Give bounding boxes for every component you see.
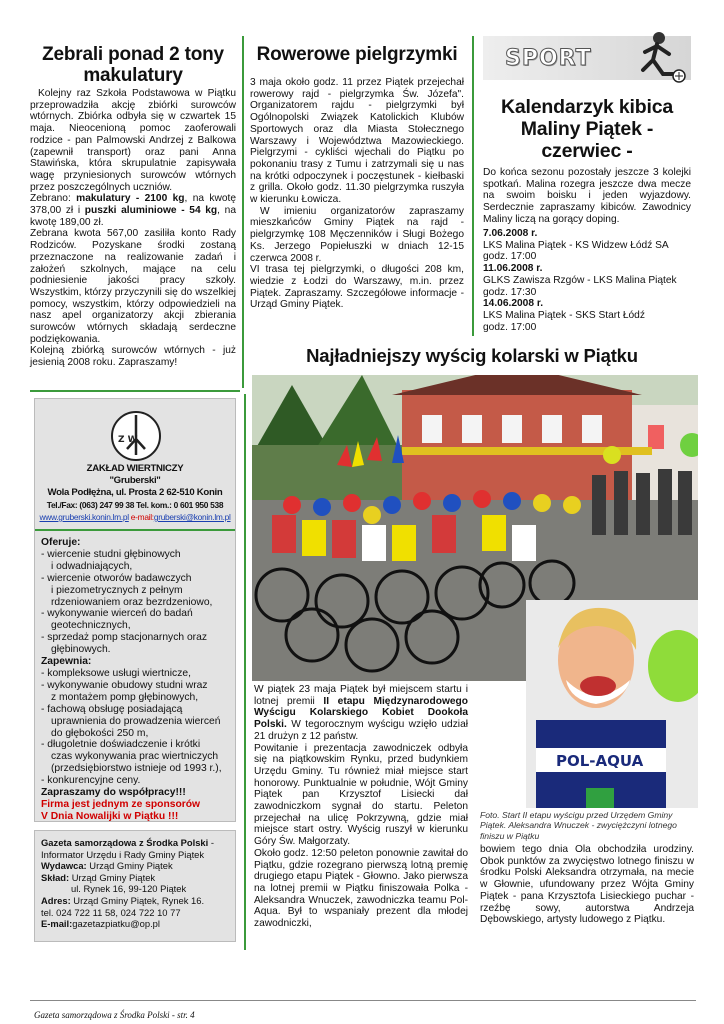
page-footer: Gazeta samorządowa z Środka Polski - str. 4 [34, 1010, 195, 1020]
info-publisher: Wydawca: Urząd Gminy Piątek [41, 860, 173, 872]
article2-paragraph: 3 maja około godz. 11 przez Piątek przejechał rowerowy rajd - pielgrzymka Św. Józefa". Organizatorem rajdu - pielgrzymki był Ogólnopolski Związek Katolickich Klubów Sportowych oraz dla Miasta Stołecznego Warszawy i Województwa Mazowieckiego. Pielgrzymi - cykliści wjechali do Piątku po pokonaniu trasy z Tumu i zatrzymali się u nas na krótki odpoczynek i poczęstunek - kiełbaski z grilla. Około godz. 11.30 pielgrzymka ruszyła w kierunku Łowicza. [250, 77, 464, 206]
footer-rule [30, 1000, 696, 1001]
column-divider [472, 36, 474, 336]
match-item: 11.06.2008 r. GLKS Zawisza Rzgów - LKS Malina Piątek godz. 17:30 [483, 263, 677, 298]
ad-invite: Zapraszamy do współpracy!!! [41, 787, 186, 799]
article2-title: Rowerowe pielgrzymki [256, 44, 458, 65]
ad-offer-list [41, 537, 235, 823]
offer-item: i piezometrycznych z pełnym [51, 584, 183, 596]
article1-body [30, 88, 236, 369]
info-composition-address: ul. Rynek 16, 99-120 Piątek [71, 883, 187, 895]
article2-paragraph: W imieniu organizatorów zapraszamy mieszkańców Gminy Piątek na rajd - pielgrzymkę 108 Męczenników i Sługi Bożego Ks. Jerzego Popiełuszki w dniach 12-15 czerwca 2008 r. [250, 205, 464, 264]
drilling-company-ad [34, 398, 236, 822]
info-composition: Skład: Urząd Gminy Piątek [41, 871, 156, 883]
company-address: Wola Podłężna, ul. Prosta 2 62-510 Konin [47, 487, 223, 498]
ad-sponsor-line: V Dnia Nowalijki w Piątku !!! [41, 810, 179, 822]
sport-intro: Do końca sezonu pozostały jeszcze 3 kolejki spotkań. Malina rozegra jeszcze dwa mecze na swoim boisku i jeden wyjazdowy. Serdecznie zapraszamy kibiców. Zawodnicy Maliny liczą na gorący doping. [483, 167, 691, 225]
company-subname: "Gruberski" [109, 475, 161, 486]
offer-item: głębinowych. [51, 644, 111, 656]
company-name: ZAKŁAD WIERTNICZY [86, 463, 184, 474]
article3-paragraph: Około godz. 12:50 peleton ponownie zawitał do Piątku, gdzie rozegrano pierwszą lotną premię drugiego etapu Piątek - Głowno. Jako pierwsza na lotnej premii w Piątku finiszowała Polka - Aleksandra Wnuczek, zawodniczka teamu Pol-Aqua. Był to wspaniały prezent dla młodej zawodniczki, [254, 847, 468, 930]
info-phone: tel. 024 722 11 58, 024 722 10 77 [41, 906, 181, 918]
article1-paragraph: Zebrano: makulatury - 2100 kg, na kwotę 378,00 zł i puszki aluminiowe - 54 kg, na kwotę 189,00 zł. [30, 193, 237, 228]
sport-header [483, 36, 691, 80]
article3-body [254, 684, 468, 930]
info-email: E-mail:gazetazpiatku@op.pl [41, 918, 160, 930]
guarantee-item: - kompleksowe usługi wiertnicze, [41, 667, 191, 679]
cyclist-portrait-photo [526, 600, 698, 808]
article2-paragraph: VI trasa tej pielgrzymki, o długości 208 km, wiedzie z Łodzi do Warszawy, m.in. przez Piątek. Zapraszamy. Szczegółowe informacje - Urząd Gminy Piątek. [250, 264, 464, 311]
match-list [483, 228, 691, 333]
photo-caption: Foto. Start II etapu wyścigu przed Urzędem Gminy Piątek. Aleksandra Wnuczek - zwyciężczyni lotnego finiszu w Piątku [480, 810, 677, 841]
guarantee-item: czas wykonywania prac wiertniczych [51, 751, 219, 763]
article1-paragraph: Kolejną zbiórką surowców wtórnych - już jesienią 2008 roku. Zapraszamy! [30, 345, 236, 369]
sport-label: SPORT [505, 46, 592, 71]
company-phones: Tel./Fax: (063) 247 99 38 Tel. kom.: 0 601 950 538 [46, 500, 224, 510]
football-player-icon [629, 30, 691, 84]
guarantee-heading: Zapewnia: [41, 656, 92, 668]
guarantee-item: uprawnienia do prowadzenia wierceń [51, 715, 221, 727]
publisher-info-box [34, 830, 236, 942]
article1-paragraph: Zebrana kwota 567,00 zasiliła konto Rady Rodziców. Pozyskane środki zostaną przeznaczone na realizowanie zadań i założeń szkolnych, mające na celu podniesienie jakości pracy szkoły. Wszystkim, którzy przyczynili się do wszelkiej pomocy, wszystkim, którzy odpowiedzieli na nasz apel organizatorzy akcji zbierania surowców wtórnych składają serdeczne podziękowania. [30, 228, 236, 345]
guarantee-item: z montażem pomp głębinowych, [51, 691, 199, 703]
info-title: Gazeta samorządowa z Środka Polski - Informator Urzędu i Rady Gminy Piątek [41, 837, 214, 860]
article1-paragraph: Kolejny raz Szkoła Podstawowa w Piątku przeprowadziła akcję zbiórki surowców wtórnych. Zbiórka odbyła się w czwartek 15 maja. Nieocenioną pomoc zaoferowali rodzice - pan Palmowski Andrzej z Balkowa (zapewnił transport) oraz pani Anna Stawińska, która skrupulatnie zapisywała wagę przyniesionych surowców wtórnych przez poszczególnych uczniów. [30, 88, 236, 193]
offer-item: geotechnicznych, [51, 620, 131, 632]
guarantee-item: - długoletnie doświadczenie i krótki [41, 739, 201, 751]
article2-body [250, 77, 464, 311]
info-address: Adres: Urząd Gminy Piątek, Rynek 16. [41, 894, 205, 906]
offer-item: i odwadniających, [51, 560, 133, 572]
article3-paragraph: W piątek 23 maja Piątek był miejscem startu i lotnej premii II etapu Międzynarodowego Wyścigu Kolarskiego Kobiet Dookoła Polski. W tegorocznym wyścigu wzięło udział 21 drużyn z 12 państw. [254, 684, 468, 742]
ad-sponsor-line: Firma jest jednym ze sponsorów [41, 798, 201, 810]
offer-item: - sprzedaż pomp stacjonarnych oraz [41, 632, 207, 644]
offer-item: - wykonywanie wierceń do badań [41, 608, 193, 620]
offer-item: - wiercenie otworów badawczych [41, 572, 192, 584]
sport-title: Kalendarzyk kibica Maliny Piątek - czerwiec - [501, 96, 673, 162]
article3-continuation: bowiem tego dnia Ola obchodziła urodziny. Obok punktów za zwycięstwo lotnego finiszu w środku Polski Aleksandra otrzymała, na mecie w Głownie, ufundowany przez Wójta Gminy Piątek - pana Krzysztofa Lisieckiego puchar - rzeźbę sowy, autorstwa Andrzeja Dębowskiego, artysty ludowego z Piątku. [480, 844, 694, 926]
offer-item: - wiercenie studni głębinowych [41, 548, 181, 560]
guarantee-item: - fachową obsługę posiadającą [41, 703, 183, 715]
email-label: e-mail: [128, 512, 154, 522]
match-item: 14.06.2008 r. LKS Malina Piątek - SKS Start Łódź godz. 17:00 [483, 298, 645, 333]
email-link[interactable]: gruberski@konin.lm.pl [153, 512, 231, 522]
match-item: 7.06.2008 r. LKS Malina Piątek - KS Widzew Łódź SA godz. 17:00 [483, 228, 669, 263]
jersey-text: POL-AQUA [556, 752, 644, 770]
offer-item: rdzeniowaniem oraz bezrdzeniowo, [51, 596, 213, 608]
company-logo-icon [109, 409, 163, 463]
website-link[interactable]: www.gruberski.konin.lm.pl [39, 512, 129, 522]
guarantee-item: - konkurencyjne ceny. [41, 775, 141, 787]
column-divider [242, 36, 244, 388]
guarantee-item: do głębokości 250 m, [51, 727, 149, 739]
column-divider [244, 394, 246, 950]
article3-paragraph: Powitanie i prezentacja zawodniczek odbyła się na piątkowskim Rynku, przed budynkiem Urzędu Gminy. Tu również miał miejsce start honorowy. Punktualnie w południe, Wójt Gminy Piątek pan Krzysztof Lisiecki dał zawodniczkom sygnał do startu. Peleton przejechał na ulicę Pokrzywną, gdzie miał miejsce start ostry. Wyścig ruszył w kierunku Góry Św. Małgorzaty. [254, 742, 468, 848]
article1-title: Zebrali ponad 2 tony makulatury [42, 44, 224, 86]
article3-title: Najładniejszy wyścig kolarski w Piątku [306, 345, 638, 366]
guarantee-item: (przedsiębiorstwo istnieje od 1993 r.), [51, 763, 222, 775]
offer-heading: Oferuje: [41, 537, 81, 548]
section-divider [30, 390, 240, 392]
ad-divider [35, 529, 235, 531]
logo-text: Z W [118, 435, 138, 445]
guarantee-item: - wykonywanie obudowy studni wraz [41, 679, 208, 691]
